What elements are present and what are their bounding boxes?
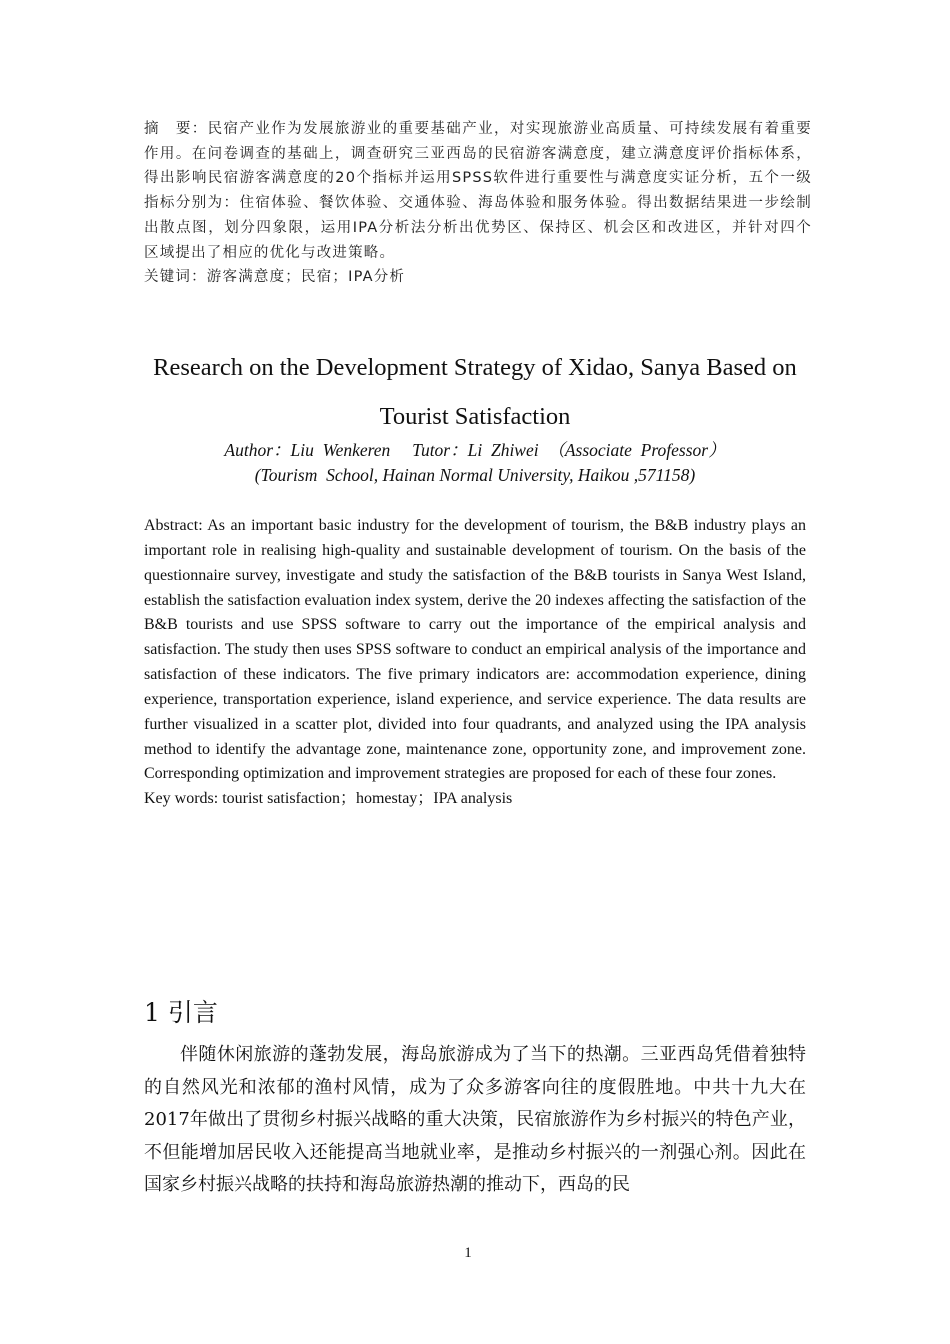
english-title: Research on the Development Strategy of Xidao, Sanya Based on Tourist Satisfaction — [153, 354, 797, 430]
english-abstract — [144, 514, 806, 812]
affiliation-line: (Tourism School, Hainan Normal University, Haikou ,571158) — [254, 465, 696, 485]
introduction-paragraph: 伴随休闲旅游的蓬勃发展，海岛旅游成为了当下的热潮。三亚西岛凭借着独特的自然风光和浓郁的渔村风情，成为了众多游客向往的度假胜地。中共十九大在2017年做出了贯彻乡村振兴战略的重大决策，民宿旅游作为乡村振兴的特色产业，不但能增加居民收入还能提高当地就业率，是推动乡村振兴的一剂强心剂。因此在国家乡村振兴战略的扶持和海岛旅游热潮的推动下，西岛的民 — [144, 1044, 806, 1195]
english-keywords: Key words: tourist satisfaction；homestay；IPA analysis — [144, 790, 513, 808]
author-block — [144, 438, 806, 488]
chinese-abstract-text: 摘 要：民宿产业作为发展旅游业的重要基础产业，对实现旅游业高质量、可持续发展有着重要作用。在问卷调查的基础上，调查研究三亚西岛的民宿游客满意度，建立满意度评价指标体系，得出影响民宿游客满意度的20个指标并运用SPSS软件进行重要性与满意度实证分析，五个一级指标分别为：住宿体验、餐饮体验、交通体验、海岛体验和服务体验。得出数据结果进一步绘制出散点图，划分四象限，运用IPA分析法分析出优势区、保持区、机会区和改进区，并针对四个区域提出了相应的优化与改进策略。 — [144, 121, 812, 261]
chinese-keywords: 关键词：游客满意度；民宿；IPA分析 — [144, 269, 406, 286]
author-line: Author：Liu Wenkeren Tutor：Li Zhiwei （Associate Professor） — [224, 440, 726, 460]
section-heading-introduction: 1 引言 — [144, 998, 218, 1027]
page-number: 1 — [464, 1245, 472, 1261]
english-abstract-text: Abstract: As an important basic industry for the development of tourism, the B&B industry plays an important role in realising high-quality and sustainable development of tourism. On the basis of the questionnaire survey, investigate and study the satisfaction of the B&B tourists in Sanya West Island, establish the satisfaction evaluation index system, derive the 20 indexes affecting the satisfaction of the B&B tourists and use SPSS software to carry out the importance of the empirical analysis and satisfaction. The study then uses SPSS software to conduct an empirical analysis of the importance and satisfaction of these indicators. The five primary indicators are: accommodation experience, dining experience, transportation experience, island experience, and service experience. The data results are further visualized in a scatter plot, divided into four quadrants, and analyzed using the IPA analysis method to identify the advantage zone, maintenance zone, opportunity zone, and improvement zone. Corresponding optimization and improvement strategies are proposed for each of these four zones. — [144, 517, 806, 783]
chinese-abstract — [144, 117, 812, 290]
